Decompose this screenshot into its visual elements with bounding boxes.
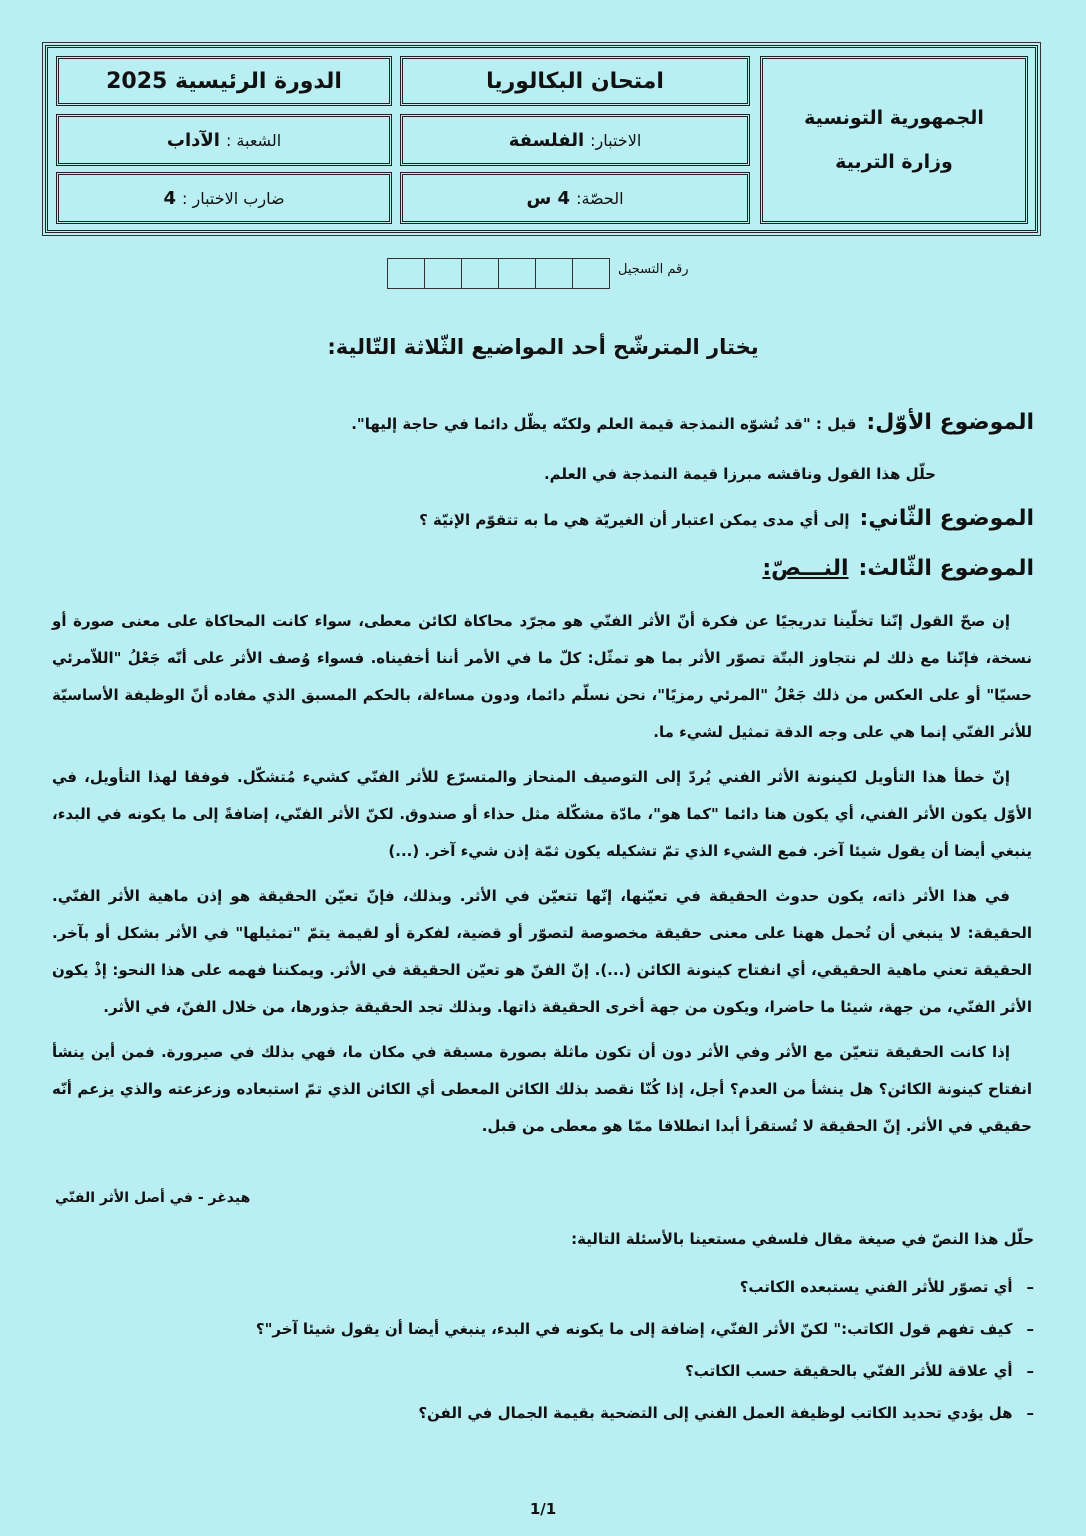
topic-text: قيل : "قد تُشوّه النمذجة قيمة العلم ولكنّه يظّل دائما في حاجة إليها". [351,415,857,433]
question-list [256,1273,1034,1441]
country-name: الجمهورية التونسية [804,107,984,129]
registration-label: رقم التسجيل [618,262,689,277]
passage-paragraph: في هذا الأثر ذاته، يكون حدوث الحقيقة في تعيّنها، إنّها تتعيّن في الأثر. وبذلك، فإنّ تعيّن الحقيقة هو إذن ماهية الأثر الفنّي. الحقيقة: لا ينبغي أن تُحمل ههنا على معنى حقيقة مخصوصة لتصوّر أو قضية، لفكرة أو لقيمة يتمّ "تمثيلها" في الأثر بشكل أو بآخر. الحقيقة تعني ماهية الحقيقي، أي انفتاح كينونة الكائن (...). إنّ الفنّ هو تعيّن الحقيقة في الأثر. ويمكننا فهمه على هذا النحو: إذْ يكون الأثر الفنّي، من جهة، شيئا ما حاضرا، ويكون من جهة أخرى الحقيقة ذاتها. وبذلك تجد الحقيقة جذورها، من خلال الفنّ، في الأثر. [52,887,1032,1016]
question-text: كيف تفهم قول الكاتب:" لكنّ الأثر الفنّي، إضافة إلى ما يكونه في البدء، ينبغي أيضا أن يقول شيئا آخر"؟ [255,1320,1013,1338]
topic-3 [762,556,1034,581]
passage-heading: النـــصّ: [762,556,849,581]
question-text: هل يؤدي تحديد الكاتب لوظيفة العمل الفني إلى التضحية بقيمة الجمال في الفن؟ [418,1404,1013,1422]
coefficient-label: ضارب الاختبار : [182,188,285,208]
subject-label: الاختبار: [590,130,642,150]
coefficient-value: 4 [163,187,176,209]
duration-value: 4 س [526,187,571,209]
section-value: الآداب [166,129,220,151]
topic-text: إلى أي مدى يمكن اعتبار أن الغيريّة هي ما به تتقوّم الإنيّة ؟ [419,511,850,529]
passage-source: هيدغر - في أصل الأثر الفنّي [55,1190,251,1206]
section-cell [56,114,392,166]
duration-label: الحصّة: [576,188,624,208]
question-item [256,1357,1034,1399]
topic-title: الموضوع الثّاني: [859,506,1034,531]
duration-cell [400,172,750,224]
dash-marker: – [1026,1404,1034,1422]
passage-paragraph: إنّ خطأ هذا التأويل لكينونة الأثر الفني يُردّ إلى التوصيف المنحاز والمتسرّع للأثر الفنّي كشيء مُتشكّل. فوفقا لهذا التأويل، في الأوّل يكون الأثر الفني، أي يكون هنا دائما "كما هو"، مادّة مشكّلة مثل حذاء أو صندوق. لكنّ الأثر الفنّي، إضافةً إلى ما يكونه في البدء، ينبغي أيضا أن يقول شيئا آخر. فمع الشيء الذي تمّ تشكيله يكون ثمّة إذن شيء آخر. (...) [52,768,1032,860]
section-label: الشعبة : [225,130,282,150]
topic-1-subtext: حلّل هذا القول وناقشه مبرزا قيمة النمذجة في العلم. [543,465,936,483]
passage-paragraph: إذا كانت الحقيقة تتعيّن مع الأثر وفي الأثر دون أن تكون ماثلة بصورة مسبقة في مكان ما، فهي بذلك في صيرورة. فمن أين ينشأ انفتاح كينونة الكائن؟ هل ينشأ من العدم؟ أجل، إذا كُنّا نقصد بذلك الكائن المعطى أي الكائن الذي تمّ استبعاده وزعزعته والذي يزعم أنّه حقيقي في الأثر. إنّ الحقيقة لا تُستقرأ أبدا انطلاقا ممّا هو معطى من قبل. [52,1043,1032,1135]
exam-header [45,45,1038,233]
page-number: 1/1 [529,1500,557,1518]
question-text: أي علاقة للأثر الفنّي بالحقيقة حسب الكاتب؟ [685,1362,1013,1380]
subject-value: الفلسفة [508,129,585,151]
registration-digit-box[interactable] [498,258,536,289]
question-item [256,1399,1034,1441]
instruction: يختار المترشّح أحد المواضيع الثّلاثة التّالية: [327,335,759,359]
registration-digit-box[interactable] [424,258,462,289]
registration-digit-box[interactable] [461,258,499,289]
dash-marker: – [1026,1278,1034,1296]
topic-title: الموضوع الأوّل: [866,410,1034,435]
question-item [256,1315,1034,1357]
session-title: الدورة الرئيسية 2025 [56,56,392,106]
registration-digit-box[interactable] [535,258,573,289]
passage-paragraph: إن صحّ القول إنّنا تخلّينا تدريجيًا عن فكرة أنّ الأثر الفنّي هو مجرّد محاكاة لكائن معطى، سواء كانت المحاكاة على معنى صورة أو نسخة، فإنّنا مع ذلك لم نتجاوز البتّة تصوّر الأثر بما هو تمثّل: كلّ ما في الأمر أننا أخفيناه. فسواء وُصف الأثر على أنّه جَعْلُ "اللاّمرئي حسيّا" أو على العكس من ذلك جَعْلُ "المرئي رمزيًا"، نحن نسلّم دائما، ودون مساءلة، بالحكم المسبق الذي مفاده أنّ الوظيفة الأساسيّة للأثر الفنّي إنما هي على وجه الدقة تمثيل لشيء ما. [52,612,1032,741]
ministry-name: وزارة التربية [835,151,953,173]
subject-cell [400,114,750,166]
dash-marker: – [1026,1362,1034,1380]
topic-title: الموضوع الثّالث: [858,556,1034,581]
topic-2 [419,506,1034,531]
topic-1 [351,410,1034,435]
passage [52,603,1032,1153]
exam-title: امتحان البكالوريا [400,56,750,106]
registration-boxes[interactable] [388,258,610,289]
ministry-cell [760,56,1028,224]
dash-marker: – [1026,1320,1034,1338]
task-instruction: حلّل هذا النصّ في صيغة مقال فلسفي مستعينا بالأسئلة التالية: [571,1230,1034,1248]
registration-digit-box[interactable] [572,258,610,289]
question-text: أي تصوّر للأثر الفني يستبعده الكاتب؟ [739,1278,1013,1296]
registration-digit-box[interactable] [387,258,425,289]
question-item [256,1273,1034,1315]
coefficient-cell [56,172,392,224]
